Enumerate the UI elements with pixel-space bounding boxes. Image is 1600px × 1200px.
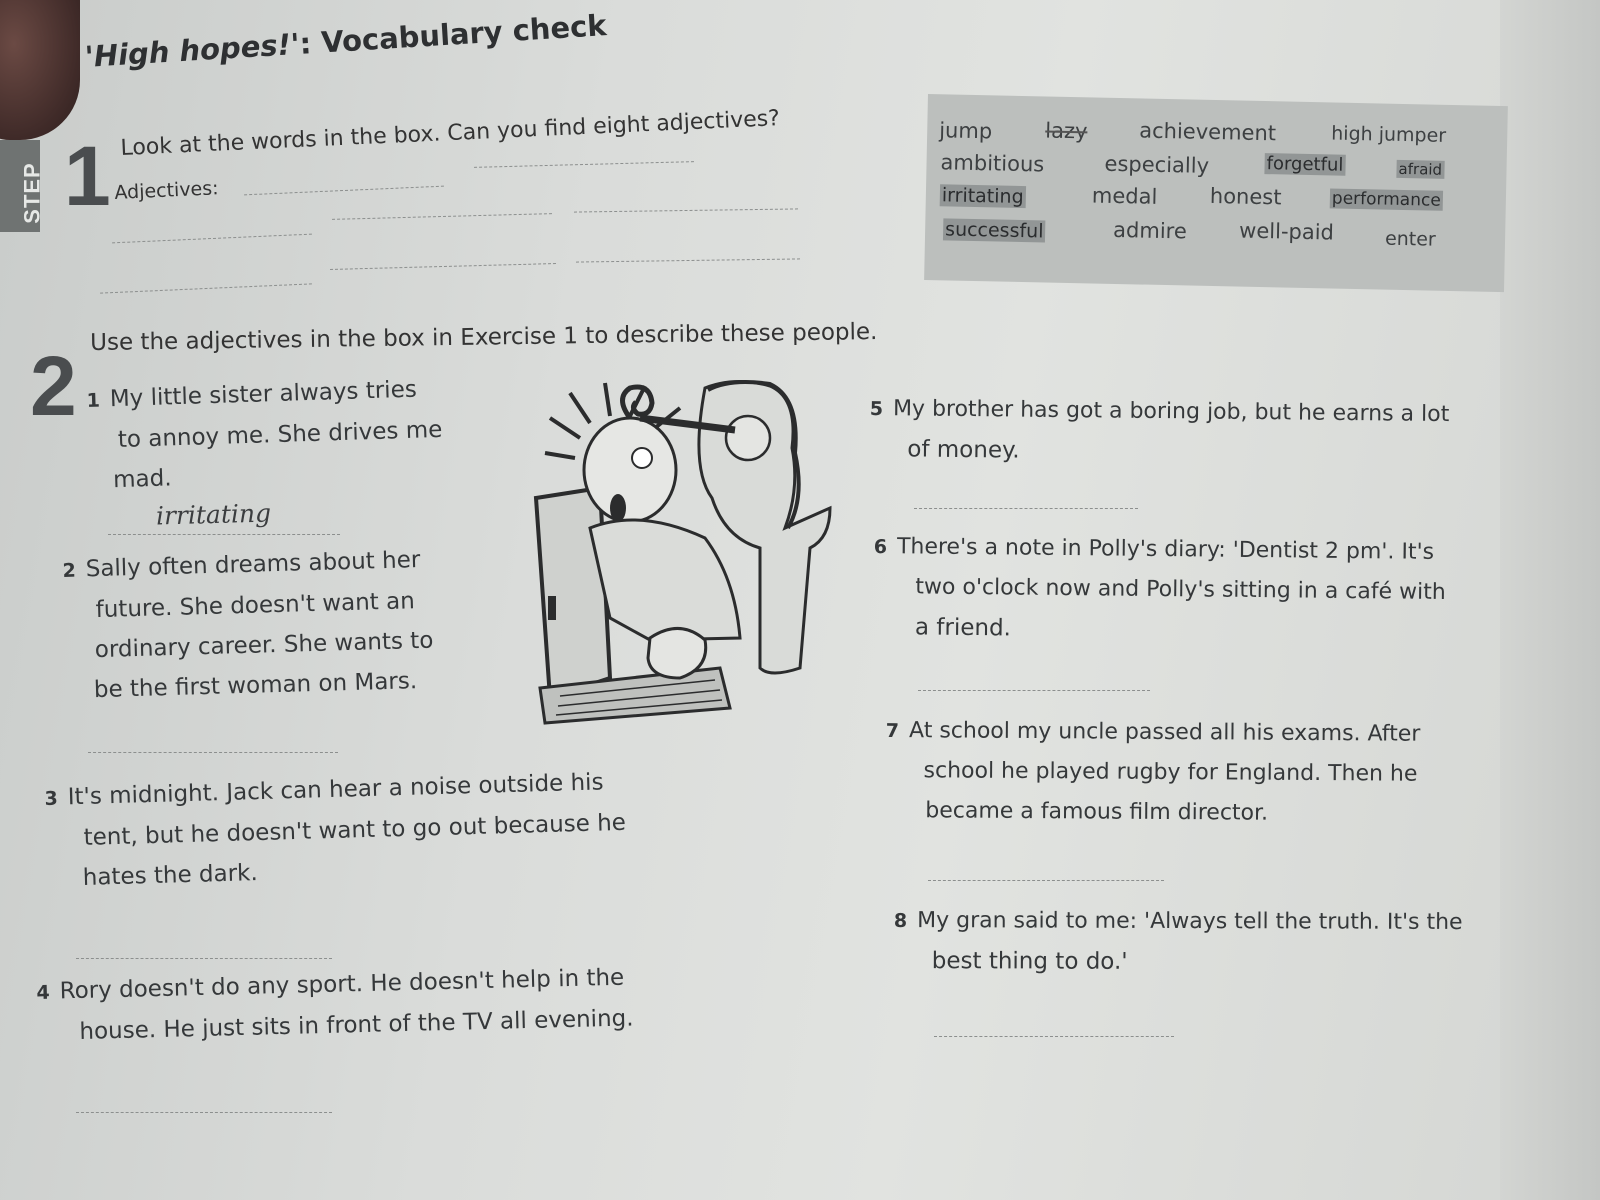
- answer-line[interactable]: [934, 1036, 1174, 1037]
- exercise-item-1: [86, 369, 444, 501]
- answer-line[interactable]: [88, 752, 338, 753]
- item-number: 4: [36, 981, 51, 1004]
- item-number: 3: [44, 787, 59, 810]
- item-line: became a famous film director.: [925, 798, 1269, 826]
- word: jump: [938, 118, 993, 144]
- word: enter: [1384, 227, 1436, 251]
- man-body: [590, 520, 740, 640]
- man-mouth: [610, 494, 626, 522]
- word-box: [924, 94, 1508, 292]
- girl-face: [726, 416, 770, 460]
- monitor: [536, 488, 610, 698]
- item-line: of money.: [907, 436, 1020, 464]
- word: well-paid: [1238, 218, 1335, 245]
- step-label: STEP: [19, 162, 45, 224]
- item-number: 5: [869, 397, 884, 421]
- item-line: best thing to do.': [931, 948, 1128, 975]
- item-line: There's a note in Polly's diary: 'Dentist 2 pm'. It's: [896, 534, 1435, 565]
- word: especially: [1104, 151, 1210, 178]
- item-number: 7: [885, 719, 900, 743]
- word: admire: [1112, 217, 1188, 244]
- item-line: mad.: [112, 465, 172, 494]
- word: performance: [1331, 188, 1441, 211]
- word: honest: [1209, 183, 1282, 210]
- answer-line[interactable]: [928, 880, 1164, 881]
- item-line: a friend.: [914, 614, 1012, 642]
- exercise-item-3: [44, 762, 628, 899]
- item-number: 2: [62, 559, 77, 582]
- man-head: [584, 418, 676, 522]
- word: successful: [944, 218, 1044, 243]
- monitor-button: [548, 596, 556, 620]
- answer-line[interactable]: [914, 508, 1138, 509]
- item-number: 6: [873, 535, 888, 559]
- page-edge: [1500, 0, 1600, 1200]
- answer-line[interactable]: [108, 534, 340, 535]
- item-line: two o'clock now and Polly's sitting in a café with: [915, 574, 1446, 605]
- word: lazy: [1045, 118, 1088, 144]
- item-line: Rory doesn't do any sport. He doesn't help in the: [59, 964, 625, 1005]
- word: achievement: [1139, 118, 1277, 146]
- exercise-2-number: 2: [30, 339, 77, 433]
- item-number: 8: [893, 909, 908, 933]
- item-line: house. He just sits in front of the TV all evening.: [79, 1005, 634, 1045]
- item-line: tent, but he doesn't want to go out because he: [83, 809, 627, 851]
- word: afraid: [1398, 159, 1443, 179]
- answer-line[interactable]: [76, 958, 332, 959]
- item-line: At school my uncle passed all his exams. After: [909, 718, 1421, 747]
- title-rest: : Vocabulary check: [298, 8, 608, 61]
- item-line: It's midnight. Jack can hear a noise outside his: [67, 769, 604, 811]
- adjectives-label: Adjectives:: [114, 177, 220, 204]
- item-number: 1: [86, 389, 101, 412]
- exercise-item-5: [869, 388, 1449, 475]
- item-line: My brother has got a boring job, but he earns a lot: [892, 396, 1450, 428]
- item-line: ordinary career. She wants to: [94, 627, 434, 664]
- exercise-item-4: [36, 957, 634, 1053]
- exercise-item-7: [885, 710, 1420, 835]
- word: ambitious: [940, 150, 1045, 177]
- step-tab: [0, 140, 45, 232]
- item-line: be the first woman on Mars.: [93, 668, 418, 704]
- item-line: to annoy me. She drives me: [117, 416, 443, 454]
- item-line: My little sister always tries: [109, 376, 418, 413]
- item-line: school he played rugby for England. Then he: [923, 758, 1418, 787]
- title-quote: 'High hopes!': [84, 26, 301, 74]
- exercise-item-8: [894, 900, 1463, 983]
- word: forgetful: [1266, 153, 1344, 176]
- item-line: My gran said to me: 'Always tell the truth. It's the: [917, 908, 1463, 935]
- answer-line[interactable]: [918, 690, 1150, 691]
- exercise-2-instruction: Use the adjectives in the box in Exercise 1 to describe these people.: [90, 319, 878, 356]
- item-line: future. She doesn't want an: [95, 588, 416, 624]
- answer-line[interactable]: [76, 1112, 332, 1113]
- man-eye: [632, 448, 652, 468]
- exercise-item-2: [62, 540, 435, 711]
- handwritten-answer[interactable]: irritating: [155, 498, 272, 531]
- item-line: Sally often dreams about her: [85, 547, 421, 583]
- exercise-1-instruction: Look at the words in the box. Can you find eight adjectives?: [120, 106, 781, 161]
- word: high jumper: [1331, 122, 1447, 147]
- exercise-1-number: 1: [64, 129, 111, 223]
- word: irritating: [941, 184, 1024, 209]
- cartoon-illustration: [530, 378, 840, 738]
- item-line: hates the dark.: [82, 860, 259, 891]
- word: medal: [1091, 183, 1158, 209]
- exercise-item-6: [873, 526, 1447, 653]
